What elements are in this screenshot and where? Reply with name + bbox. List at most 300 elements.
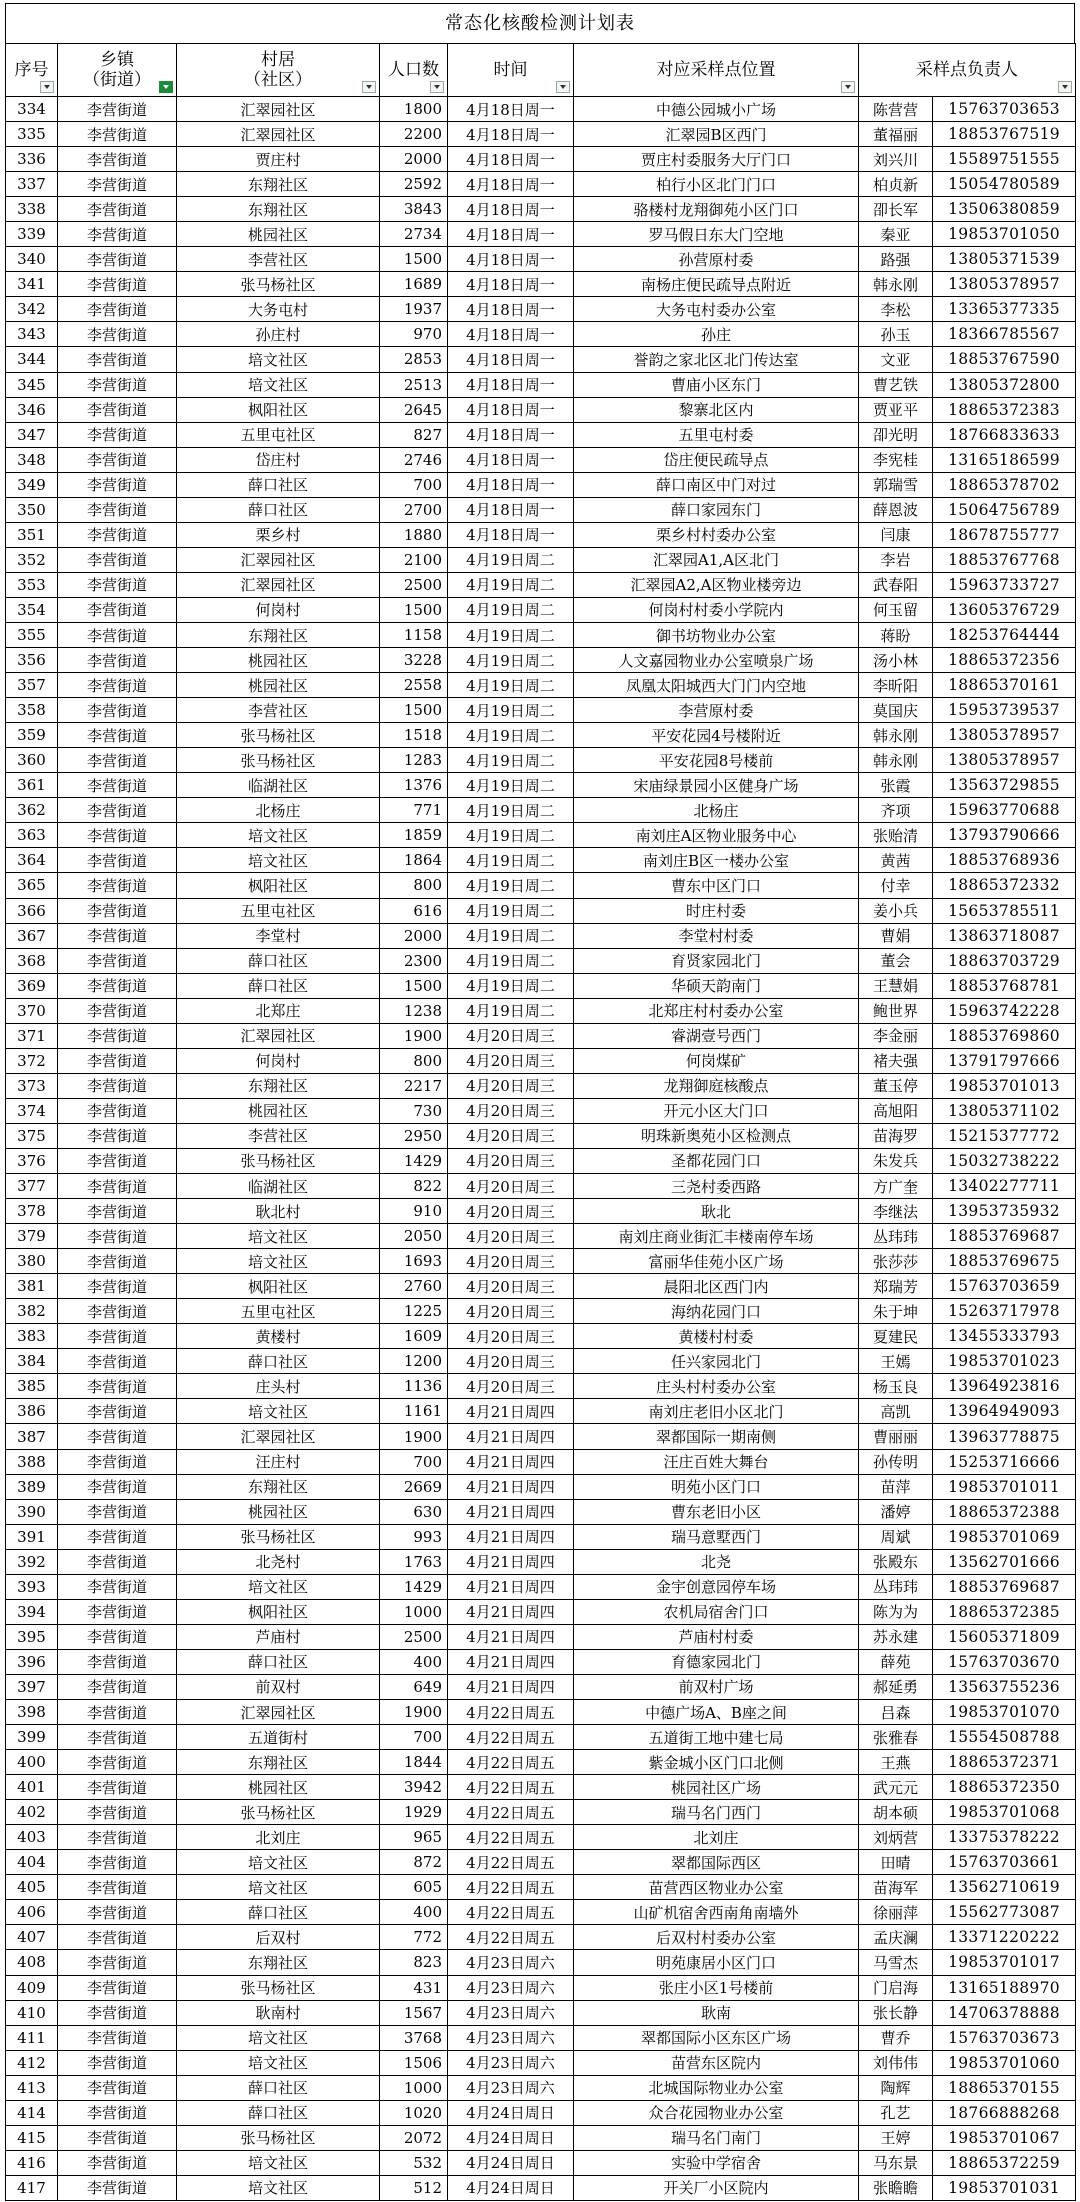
cell-population[interactable]: 2000 xyxy=(380,147,448,172)
cell-site[interactable]: 曹东中区门口 xyxy=(574,873,859,898)
cell-phone[interactable]: 19853701060 xyxy=(933,2050,1076,2075)
cell-town[interactable]: 李营街道 xyxy=(58,1148,177,1173)
cell-population[interactable]: 2100 xyxy=(380,547,448,572)
cell-site[interactable]: 南刘庄老旧小区北门 xyxy=(574,1399,859,1424)
cell-site[interactable]: 北郑庄村村委办公室 xyxy=(574,998,859,1023)
cell-population[interactable]: 827 xyxy=(380,422,448,447)
cell-time[interactable]: 4月18日周一 xyxy=(448,522,574,547)
cell-time[interactable]: 4月18日周一 xyxy=(448,297,574,322)
cell-village[interactable]: 培文社区 xyxy=(177,2150,380,2175)
cell-person[interactable]: 高凯 xyxy=(859,1399,933,1424)
cell-site[interactable]: 开元小区大门口 xyxy=(574,1098,859,1123)
cell-site[interactable]: 睿湖壹号西门 xyxy=(574,1023,859,1048)
cell-phone[interactable]: 19853701017 xyxy=(933,1950,1076,1975)
cell-time[interactable]: 4月18日周一 xyxy=(448,97,574,122)
cell-town[interactable]: 李营街道 xyxy=(58,1349,177,1374)
cell-person[interactable]: 李继法 xyxy=(859,1199,933,1224)
cell-site[interactable]: 汇翠园A2,A区物业楼旁边 xyxy=(574,572,859,597)
cell-phone[interactable]: 18766888268 xyxy=(933,2100,1076,2125)
cell-person[interactable]: 秦亚 xyxy=(859,222,933,247)
cell-seq[interactable]: 399 xyxy=(6,1725,58,1750)
cell-time[interactable]: 4月21日周四 xyxy=(448,1449,574,1474)
cell-person[interactable]: 武春阳 xyxy=(859,572,933,597)
cell-time[interactable]: 4月20日周三 xyxy=(448,1324,574,1349)
cell-town[interactable]: 李营街道 xyxy=(58,447,177,472)
cell-village[interactable]: 培文社区 xyxy=(177,372,380,397)
cell-person[interactable]: 夏建民 xyxy=(859,1324,933,1349)
cell-seq[interactable]: 389 xyxy=(6,1474,58,1499)
cell-town[interactable]: 李营街道 xyxy=(58,2150,177,2175)
cell-village[interactable]: 李堂村 xyxy=(177,923,380,948)
cell-time[interactable]: 4月20日周三 xyxy=(448,1023,574,1048)
cell-seq[interactable]: 376 xyxy=(6,1148,58,1173)
cell-seq[interactable]: 371 xyxy=(6,1023,58,1048)
cell-phone[interactable]: 13562701666 xyxy=(933,1549,1076,1574)
cell-seq[interactable]: 343 xyxy=(6,322,58,347)
cell-site[interactable]: 凤凰太阳城西大门门内空地 xyxy=(574,673,859,698)
cell-seq[interactable]: 352 xyxy=(6,547,58,572)
cell-person[interactable]: 陶辉 xyxy=(859,2075,933,2100)
cell-village[interactable]: 东翔社区 xyxy=(177,1073,380,1098)
cell-time[interactable]: 4月24日周日 xyxy=(448,2150,574,2175)
cell-site[interactable]: 明珠新奥苑小区检测点 xyxy=(574,1123,859,1148)
cell-village[interactable]: 五里屯社区 xyxy=(177,422,380,447)
cell-phone[interactable]: 15763703661 xyxy=(933,1850,1076,1875)
cell-seq[interactable]: 415 xyxy=(6,2125,58,2150)
cell-village[interactable]: 北杨庄 xyxy=(177,798,380,823)
filter-dropdown-icon[interactable] xyxy=(1058,81,1072,93)
cell-person[interactable]: 董玉停 xyxy=(859,1073,933,1098)
cell-site[interactable]: 瑞马名门南门 xyxy=(574,2125,859,2150)
cell-seq[interactable]: 374 xyxy=(6,1098,58,1123)
cell-village[interactable]: 薛口社区 xyxy=(177,2100,380,2125)
cell-phone[interactable]: 18853768936 xyxy=(933,848,1076,873)
cell-town[interactable]: 李营街道 xyxy=(58,798,177,823)
cell-phone[interactable]: 15562773087 xyxy=(933,1900,1076,1925)
cell-site[interactable]: 孙营原村委 xyxy=(574,247,859,272)
cell-time[interactable]: 4月23日周六 xyxy=(448,1975,574,2000)
cell-person[interactable]: 胡本硕 xyxy=(859,1800,933,1825)
cell-time[interactable]: 4月18日周一 xyxy=(448,372,574,397)
cell-phone[interactable]: 18865372356 xyxy=(933,648,1076,673)
cell-time[interactable]: 4月22日周五 xyxy=(448,1875,574,1900)
cell-population[interactable]: 431 xyxy=(380,1975,448,2000)
cell-village[interactable]: 培文社区 xyxy=(177,1224,380,1249)
cell-village[interactable]: 薛口社区 xyxy=(177,973,380,998)
cell-phone[interactable]: 19853701013 xyxy=(933,1073,1076,1098)
cell-person[interactable]: 曹娟 xyxy=(859,923,933,948)
filter-dropdown-icon[interactable] xyxy=(40,81,54,93)
cell-population[interactable]: 2500 xyxy=(380,572,448,597)
cell-phone[interactable]: 19853701011 xyxy=(933,1474,1076,1499)
cell-seq[interactable]: 403 xyxy=(6,1825,58,1850)
cell-person[interactable]: 徐丽萍 xyxy=(859,1900,933,1925)
cell-site[interactable]: 中德广场A、B座之间 xyxy=(574,1700,859,1725)
cell-phone[interactable]: 13165188970 xyxy=(933,1975,1076,2000)
cell-town[interactable]: 李营街道 xyxy=(58,1399,177,1424)
cell-seq[interactable]: 345 xyxy=(6,372,58,397)
cell-phone[interactable]: 13371220222 xyxy=(933,1925,1076,1950)
cell-seq[interactable]: 382 xyxy=(6,1299,58,1324)
cell-village[interactable]: 桃园社区 xyxy=(177,1098,380,1123)
cell-phone[interactable]: 15253716666 xyxy=(933,1449,1076,1474)
cell-person[interactable]: 董会 xyxy=(859,948,933,973)
cell-village[interactable]: 东翔社区 xyxy=(177,622,380,647)
cell-person[interactable]: 朱发兵 xyxy=(859,1148,933,1173)
cell-seq[interactable]: 404 xyxy=(6,1850,58,1875)
cell-population[interactable]: 3228 xyxy=(380,648,448,673)
cell-phone[interactable]: 15215377772 xyxy=(933,1123,1076,1148)
cell-phone[interactable]: 13375378222 xyxy=(933,1825,1076,1850)
cell-person[interactable]: 曹丽丽 xyxy=(859,1424,933,1449)
cell-site[interactable]: 南刘庄A区物业服务中心 xyxy=(574,823,859,848)
cell-village[interactable]: 何岗村 xyxy=(177,1048,380,1073)
cell-person[interactable]: 路强 xyxy=(859,247,933,272)
cell-phone[interactable]: 18853767519 xyxy=(933,122,1076,147)
cell-population[interactable]: 970 xyxy=(380,322,448,347)
cell-time[interactable]: 4月19日周二 xyxy=(448,898,574,923)
cell-site[interactable]: 苗营西区物业办公室 xyxy=(574,1875,859,1900)
cell-site[interactable]: 平安花园4号楼附近 xyxy=(574,723,859,748)
cell-population[interactable]: 771 xyxy=(380,798,448,823)
cell-town[interactable]: 李营街道 xyxy=(58,1950,177,1975)
cell-phone[interactable]: 18853769675 xyxy=(933,1249,1076,1274)
cell-population[interactable]: 1763 xyxy=(380,1549,448,1574)
cell-seq[interactable]: 379 xyxy=(6,1224,58,1249)
cell-time[interactable]: 4月19日周二 xyxy=(448,973,574,998)
cell-seq[interactable]: 370 xyxy=(6,998,58,1023)
cell-village[interactable]: 培文社区 xyxy=(177,1850,380,1875)
cell-site[interactable]: 育贤家园北门 xyxy=(574,948,859,973)
cell-person[interactable]: 田晴 xyxy=(859,1850,933,1875)
cell-person[interactable]: 薛苑 xyxy=(859,1649,933,1674)
cell-person[interactable]: 张霞 xyxy=(859,773,933,798)
active-filter-icon[interactable] xyxy=(159,81,173,93)
cell-seq[interactable]: 395 xyxy=(6,1624,58,1649)
cell-phone[interactable]: 18853769687 xyxy=(933,1224,1076,1249)
cell-population[interactable]: 872 xyxy=(380,1850,448,1875)
cell-village[interactable]: 培文社区 xyxy=(177,2050,380,2075)
cell-time[interactable]: 4月20日周三 xyxy=(448,1073,574,1098)
cell-person[interactable]: 苗海罗 xyxy=(859,1123,933,1148)
cell-population[interactable]: 700 xyxy=(380,472,448,497)
cell-time[interactable]: 4月21日周四 xyxy=(448,1399,574,1424)
cell-town[interactable]: 李营街道 xyxy=(58,1599,177,1624)
cell-site[interactable]: 汇翠园B区西门 xyxy=(574,122,859,147)
cell-village[interactable]: 桃园社区 xyxy=(177,1775,380,1800)
cell-phone[interactable]: 18853769687 xyxy=(933,1574,1076,1599)
cell-population[interactable]: 1567 xyxy=(380,2000,448,2025)
cell-phone[interactable]: 15963770688 xyxy=(933,798,1076,823)
cell-population[interactable]: 2645 xyxy=(380,397,448,422)
cell-site[interactable]: 众合花园物业办公室 xyxy=(574,2100,859,2125)
cell-town[interactable]: 李营街道 xyxy=(58,622,177,647)
cell-town[interactable]: 李营街道 xyxy=(58,1023,177,1048)
cell-population[interactable]: 2746 xyxy=(380,447,448,472)
cell-site[interactable]: 育德家园北门 xyxy=(574,1649,859,1674)
cell-town[interactable]: 李营街道 xyxy=(58,2050,177,2075)
cell-site[interactable]: 薛口南区中门对过 xyxy=(574,472,859,497)
cell-person[interactable]: 苗萍 xyxy=(859,1474,933,1499)
cell-site[interactable]: 富丽华佳苑小区广场 xyxy=(574,1249,859,1274)
cell-town[interactable]: 李营街道 xyxy=(58,1649,177,1674)
cell-site[interactable]: 实验中学宿舍 xyxy=(574,2150,859,2175)
cell-village[interactable]: 汇翠园社区 xyxy=(177,1023,380,1048)
cell-town[interactable]: 李营街道 xyxy=(58,1499,177,1524)
cell-phone[interactable]: 18253764444 xyxy=(933,622,1076,647)
cell-person[interactable]: 刘兴川 xyxy=(859,147,933,172)
filter-dropdown-icon[interactable] xyxy=(430,81,444,93)
cell-population[interactable]: 2760 xyxy=(380,1274,448,1299)
cell-phone[interactable]: 15763703670 xyxy=(933,1649,1076,1674)
cell-person[interactable]: 鲍世界 xyxy=(859,998,933,1023)
cell-village[interactable]: 桃园社区 xyxy=(177,673,380,698)
cell-phone[interactable]: 13964923816 xyxy=(933,1374,1076,1399)
cell-person[interactable]: 莫国庆 xyxy=(859,698,933,723)
cell-time[interactable]: 4月19日周二 xyxy=(448,873,574,898)
cell-person[interactable]: 曹艺铁 xyxy=(859,372,933,397)
cell-person[interactable]: 郝延勇 xyxy=(859,1674,933,1699)
cell-town[interactable]: 李营街道 xyxy=(58,1474,177,1499)
cell-seq[interactable]: 364 xyxy=(6,848,58,873)
cell-site[interactable]: 李营原村委 xyxy=(574,698,859,723)
cell-population[interactable]: 1376 xyxy=(380,773,448,798)
cell-time[interactable]: 4月19日周二 xyxy=(448,848,574,873)
cell-phone[interactable]: 15763703659 xyxy=(933,1274,1076,1299)
cell-site[interactable]: 华硕天韵南门 xyxy=(574,973,859,998)
cell-seq[interactable]: 354 xyxy=(6,597,58,622)
cell-village[interactable]: 枫阳社区 xyxy=(177,1274,380,1299)
cell-town[interactable]: 李营街道 xyxy=(58,1825,177,1850)
cell-phone[interactable]: 18865372371 xyxy=(933,1750,1076,1775)
cell-site[interactable]: 曹东老旧小区 xyxy=(574,1499,859,1524)
cell-population[interactable]: 1283 xyxy=(380,748,448,773)
cell-time[interactable]: 4月18日周一 xyxy=(448,497,574,522)
cell-person[interactable]: 朱于坤 xyxy=(859,1299,933,1324)
cell-site[interactable]: 宋庙绿景园小区健身广场 xyxy=(574,773,859,798)
cell-phone[interactable]: 18863703729 xyxy=(933,948,1076,973)
cell-village[interactable]: 薛口社区 xyxy=(177,1349,380,1374)
cell-village[interactable]: 薛口社区 xyxy=(177,948,380,973)
cell-time[interactable]: 4月20日周三 xyxy=(448,1349,574,1374)
cell-person[interactable]: 王慧娟 xyxy=(859,973,933,998)
cell-town[interactable]: 李营街道 xyxy=(58,2125,177,2150)
cell-site[interactable]: 北刘庄 xyxy=(574,1825,859,1850)
cell-site[interactable]: 桃园社区广场 xyxy=(574,1775,859,1800)
cell-population[interactable]: 1500 xyxy=(380,698,448,723)
cell-site[interactable]: 何岗村村委小学院内 xyxy=(574,597,859,622)
cell-town[interactable]: 李营街道 xyxy=(58,1850,177,1875)
cell-phone[interactable]: 13455333793 xyxy=(933,1324,1076,1349)
cell-site[interactable]: 任兴家园北门 xyxy=(574,1349,859,1374)
cell-seq[interactable]: 344 xyxy=(6,347,58,372)
cell-site[interactable]: 瑞马名门西门 xyxy=(574,1800,859,1825)
cell-time[interactable]: 4月20日周三 xyxy=(448,1174,574,1199)
cell-seq[interactable]: 347 xyxy=(6,422,58,447)
cell-village[interactable]: 张马杨社区 xyxy=(177,1800,380,1825)
cell-seq[interactable]: 388 xyxy=(6,1449,58,1474)
cell-person[interactable]: 付幸 xyxy=(859,873,933,898)
cell-time[interactable]: 4月24日周日 xyxy=(448,2125,574,2150)
cell-person[interactable]: 卲光明 xyxy=(859,422,933,447)
cell-seq[interactable]: 356 xyxy=(6,648,58,673)
cell-phone[interactable]: 13506380859 xyxy=(933,197,1076,222)
cell-town[interactable]: 李营街道 xyxy=(58,1299,177,1324)
cell-phone[interactable]: 13805378957 xyxy=(933,748,1076,773)
cell-person[interactable]: 周斌 xyxy=(859,1524,933,1549)
cell-population[interactable]: 1000 xyxy=(380,1599,448,1624)
cell-person[interactable]: 李松 xyxy=(859,297,933,322)
cell-population[interactable]: 1689 xyxy=(380,272,448,297)
cell-town[interactable]: 李营街道 xyxy=(58,898,177,923)
cell-phone[interactable]: 13402277711 xyxy=(933,1174,1076,1199)
cell-site[interactable]: 耿北 xyxy=(574,1199,859,1224)
cell-time[interactable]: 4月19日周二 xyxy=(448,773,574,798)
cell-population[interactable]: 3843 xyxy=(380,197,448,222)
cell-population[interactable]: 2050 xyxy=(380,1224,448,1249)
cell-town[interactable]: 李营街道 xyxy=(58,1098,177,1123)
cell-time[interactable]: 4月22日周五 xyxy=(448,1750,574,1775)
cell-town[interactable]: 李营街道 xyxy=(58,547,177,572)
cell-site[interactable]: 庄头村村委办公室 xyxy=(574,1374,859,1399)
cell-site[interactable]: 孙庄 xyxy=(574,322,859,347)
cell-village[interactable]: 岱庄村 xyxy=(177,447,380,472)
cell-town[interactable]: 李营街道 xyxy=(58,2175,177,2200)
cell-time[interactable]: 4月18日周一 xyxy=(448,222,574,247)
cell-person[interactable]: 齐项 xyxy=(859,798,933,823)
cell-site[interactable]: 芦庙村村委 xyxy=(574,1624,859,1649)
cell-person[interactable]: 潘婷 xyxy=(859,1499,933,1524)
cell-phone[interactable]: 18865372385 xyxy=(933,1599,1076,1624)
cell-population[interactable]: 1158 xyxy=(380,622,448,647)
cell-population[interactable]: 2669 xyxy=(380,1474,448,1499)
cell-phone[interactable]: 13563755236 xyxy=(933,1674,1076,1699)
cell-population[interactable]: 2592 xyxy=(380,172,448,197)
cell-village[interactable]: 桃园社区 xyxy=(177,648,380,673)
cell-phone[interactable]: 13805371102 xyxy=(933,1098,1076,1123)
cell-time[interactable]: 4月23日周六 xyxy=(448,2075,574,2100)
cell-population[interactable]: 993 xyxy=(380,1524,448,1549)
cell-town[interactable]: 李营街道 xyxy=(58,1274,177,1299)
cell-village[interactable]: 李营社区 xyxy=(177,698,380,723)
cell-seq[interactable]: 384 xyxy=(6,1349,58,1374)
cell-site[interactable]: 黎寨北区内 xyxy=(574,397,859,422)
cell-time[interactable]: 4月22日周五 xyxy=(448,1825,574,1850)
cell-village[interactable]: 张马杨社区 xyxy=(177,272,380,297)
cell-town[interactable]: 李营街道 xyxy=(58,2075,177,2100)
cell-town[interactable]: 李营街道 xyxy=(58,1925,177,1950)
cell-person[interactable]: 汤小林 xyxy=(859,648,933,673)
cell-seq[interactable]: 414 xyxy=(6,2100,58,2125)
cell-seq[interactable]: 340 xyxy=(6,247,58,272)
cell-population[interactable]: 1900 xyxy=(380,1023,448,1048)
cell-population[interactable]: 1937 xyxy=(380,297,448,322)
cell-person[interactable]: 孙传明 xyxy=(859,1449,933,1474)
cell-town[interactable]: 李营街道 xyxy=(58,648,177,673)
cell-seq[interactable]: 409 xyxy=(6,1975,58,2000)
cell-population[interactable]: 1020 xyxy=(380,2100,448,2125)
cell-time[interactable]: 4月20日周三 xyxy=(448,1224,574,1249)
cell-time[interactable]: 4月21日周四 xyxy=(448,1599,574,1624)
cell-population[interactable]: 700 xyxy=(380,1449,448,1474)
cell-site[interactable]: 农机局宿舍门口 xyxy=(574,1599,859,1624)
cell-site[interactable]: 黄楼村村委 xyxy=(574,1324,859,1349)
cell-village[interactable]: 汇翠园社区 xyxy=(177,572,380,597)
cell-phone[interactable]: 15763703653 xyxy=(933,97,1076,122)
cell-town[interactable]: 李营街道 xyxy=(58,272,177,297)
cell-town[interactable]: 李营街道 xyxy=(58,1449,177,1474)
cell-village[interactable]: 东翔社区 xyxy=(177,1474,380,1499)
cell-town[interactable]: 李营街道 xyxy=(58,1549,177,1574)
cell-phone[interactable]: 18853768781 xyxy=(933,973,1076,998)
cell-population[interactable]: 2853 xyxy=(380,347,448,372)
cell-village[interactable]: 李营社区 xyxy=(177,1123,380,1148)
cell-time[interactable]: 4月19日周二 xyxy=(448,998,574,1023)
cell-person[interactable]: 李昕阳 xyxy=(859,673,933,698)
cell-town[interactable]: 李营街道 xyxy=(58,1975,177,2000)
cell-seq[interactable]: 412 xyxy=(6,2050,58,2075)
cell-population[interactable]: 3942 xyxy=(380,1775,448,1800)
cell-town[interactable]: 李营街道 xyxy=(58,572,177,597)
cell-village[interactable]: 贾庄村 xyxy=(177,147,380,172)
cell-town[interactable]: 李营街道 xyxy=(58,2000,177,2025)
cell-village[interactable]: 临湖社区 xyxy=(177,1174,380,1199)
cell-population[interactable]: 1506 xyxy=(380,2050,448,2075)
cell-population[interactable]: 2200 xyxy=(380,122,448,147)
cell-village[interactable]: 庄头村 xyxy=(177,1374,380,1399)
cell-time[interactable]: 4月18日周一 xyxy=(448,272,574,297)
cell-village[interactable]: 培文社区 xyxy=(177,1574,380,1599)
cell-person[interactable]: 马东景 xyxy=(859,2150,933,2175)
cell-seq[interactable]: 358 xyxy=(6,698,58,723)
cell-person[interactable]: 王燕 xyxy=(859,1750,933,1775)
cell-phone[interactable]: 13953735932 xyxy=(933,1199,1076,1224)
cell-town[interactable]: 李营街道 xyxy=(58,948,177,973)
cell-phone[interactable]: 18865370155 xyxy=(933,2075,1076,2100)
cell-population[interactable]: 1880 xyxy=(380,522,448,547)
cell-seq[interactable]: 383 xyxy=(6,1324,58,1349)
cell-seq[interactable]: 407 xyxy=(6,1925,58,1950)
cell-seq[interactable]: 357 xyxy=(6,673,58,698)
cell-population[interactable]: 1900 xyxy=(380,1424,448,1449)
cell-seq[interactable]: 360 xyxy=(6,748,58,773)
cell-seq[interactable]: 392 xyxy=(6,1549,58,1574)
cell-population[interactable]: 1609 xyxy=(380,1324,448,1349)
cell-seq[interactable]: 410 xyxy=(6,2000,58,2025)
cell-seq[interactable]: 348 xyxy=(6,447,58,472)
cell-town[interactable]: 李营街道 xyxy=(58,673,177,698)
cell-time[interactable]: 4月19日周二 xyxy=(448,547,574,572)
cell-person[interactable]: 苏永建 xyxy=(859,1624,933,1649)
cell-phone[interactable]: 19853701023 xyxy=(933,1349,1076,1374)
cell-person[interactable]: 孟庆澜 xyxy=(859,1925,933,1950)
cell-time[interactable]: 4月22日周五 xyxy=(448,1900,574,1925)
cell-village[interactable]: 张马杨社区 xyxy=(177,1975,380,2000)
cell-site[interactable]: 三尧村委西路 xyxy=(574,1174,859,1199)
cell-town[interactable]: 李营街道 xyxy=(58,1224,177,1249)
cell-town[interactable]: 李营街道 xyxy=(58,472,177,497)
cell-seq[interactable]: 369 xyxy=(6,973,58,998)
cell-seq[interactable]: 361 xyxy=(6,773,58,798)
cell-person[interactable]: 陈营营 xyxy=(859,97,933,122)
cell-population[interactable]: 965 xyxy=(380,1825,448,1850)
cell-seq[interactable]: 334 xyxy=(6,97,58,122)
cell-village[interactable]: 北刘庄 xyxy=(177,1825,380,1850)
cell-person[interactable]: 董福丽 xyxy=(859,122,933,147)
cell-seq[interactable]: 405 xyxy=(6,1875,58,1900)
cell-time[interactable]: 4月18日周一 xyxy=(448,472,574,497)
cell-population[interactable]: 3768 xyxy=(380,2025,448,2050)
